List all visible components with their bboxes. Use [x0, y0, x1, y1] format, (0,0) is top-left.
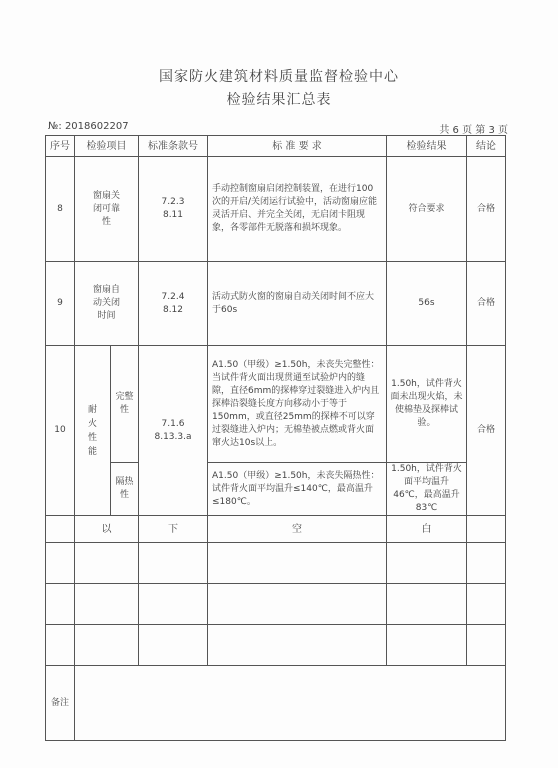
column-header-clause: 标准条款号 [139, 136, 208, 157]
empty-cell [467, 516, 506, 543]
empty-cell [387, 584, 467, 625]
remarks-row [46, 666, 506, 741]
empty-cell [46, 543, 75, 584]
row-number: 9 [46, 262, 75, 346]
row-number: 10 [46, 346, 75, 516]
test-item: 窗扇自动关闭时间 [75, 262, 139, 346]
table-header-row [46, 136, 506, 157]
table-row [46, 262, 506, 346]
empty-cell [467, 625, 506, 666]
test-item: 窗扇关闭可靠性 [75, 157, 139, 262]
conclusion: 合格 [467, 262, 506, 346]
requirement-text: 活动式防火窗的窗扇自动关闭时间不应大于60s [208, 262, 387, 346]
requirement-text: A1.50（甲级）≥1.50h，未丧失隔热性：试件背火面平均温升≤140℃，最高温升≤180℃。 [208, 463, 387, 516]
table-row [46, 157, 506, 262]
test-item [75, 346, 111, 516]
standard-clause: 7.1.6 8.13.3.a [139, 346, 208, 516]
sub-item: 隔热性 [111, 463, 139, 516]
row-number: 8 [46, 157, 75, 262]
empty-cell [208, 584, 387, 625]
test-result: 1.50h，试件背火面平均温升46℃，最高温升83℃ [387, 463, 467, 516]
empty-cell [139, 543, 208, 584]
remarks-content [75, 666, 506, 741]
conclusion: 合格 [467, 157, 506, 262]
empty-cell [46, 584, 75, 625]
empty-cell [75, 625, 139, 666]
blank-marker-char: 以 [75, 516, 139, 543]
empty-cell [467, 584, 506, 625]
test-item-label: 耐火性能 [87, 404, 97, 457]
empty-cell [208, 543, 387, 584]
column-header-requirement: 标 准 要 求 [208, 136, 387, 157]
empty-cell [139, 584, 208, 625]
empty-row [46, 584, 506, 625]
remarks-label: 备注 [46, 666, 75, 741]
standard-clause: 7.2.4 8.12 [139, 262, 208, 346]
conclusion: 合格 [467, 346, 506, 516]
column-header-conclusion: 结论 [467, 136, 506, 157]
standard-clause: 7.2.3 8.11 [139, 157, 208, 262]
table-row [46, 463, 506, 516]
empty-cell [387, 625, 467, 666]
blank-marker-char: 下 [139, 516, 208, 543]
empty-cell [208, 625, 387, 666]
sub-item: 完整性 [111, 346, 139, 463]
test-result: 56s [387, 262, 467, 346]
empty-cell [75, 584, 139, 625]
empty-row [46, 543, 506, 584]
requirement-text: 手动控制窗扇启闭控制装置，在进行100次的开启/关闭运行试验中，活动窗扇应能灵活开启、并完全关闭，无启闭卡阻现象，各零部件无脱落和损坏现象。 [208, 157, 387, 262]
test-result: 符合要求 [387, 157, 467, 262]
results-table [45, 135, 506, 741]
column-header-no: 序号 [46, 136, 75, 157]
empty-cell [46, 516, 75, 543]
empty-cell [46, 625, 75, 666]
empty-cell [467, 543, 506, 584]
empty-cell [139, 625, 208, 666]
test-result: 1.50h，试件背火面未出现火焰，未使棉垫及探棒试验。 [387, 346, 467, 463]
column-header-result: 检验结果 [387, 136, 467, 157]
table-row [46, 346, 506, 463]
page-info: 共 6 页 第 3 页 [439, 125, 508, 136]
empty-row [46, 625, 506, 666]
blank-marker-char: 空 [208, 516, 387, 543]
table-title: 检验结果汇总表 [226, 92, 332, 108]
empty-cell [75, 543, 139, 584]
blank-marker-char: 白 [387, 516, 467, 543]
blank-marker-row [46, 516, 506, 543]
report-number: №: 2018602207 [48, 121, 129, 132]
column-header-item: 检验项目 [75, 136, 139, 157]
center-title: 国家防火建筑材料质量监督检验中心 [159, 69, 399, 85]
empty-cell [387, 543, 467, 584]
requirement-text: A1.50（甲级）≥1.50h，未丧失完整性：当试件背火面出现贯通至试验炉内的缝隙，直径6mm的探棒穿过裂缝进入炉内且探棒沿裂缝长度方向移动小于等于150mm，或直径25mm的探棒不可以穿过裂缝进入炉内；无棉垫被点燃或背火面窜火达10s以上。 [208, 346, 387, 463]
